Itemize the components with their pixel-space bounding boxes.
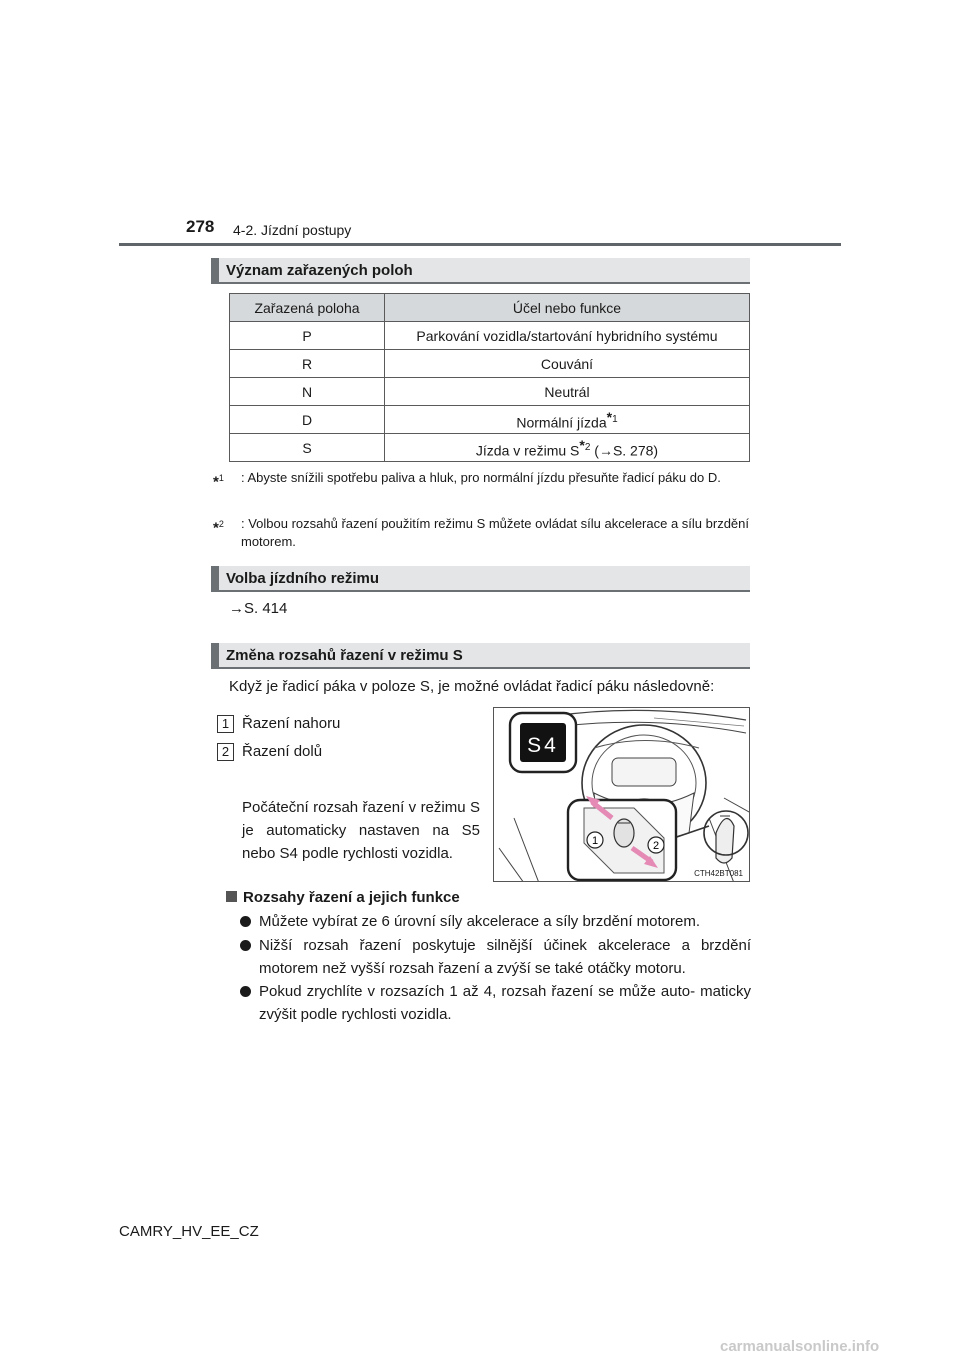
step-item [217,715,340,733]
cell-function [385,434,750,462]
bullet-text: Pokud zrychlíte v rozsazích 1 až 4, rozsah řazení se může auto- maticky zvýšit podle rychlosti vozidla. [259,983,751,1023]
step-item [217,743,322,761]
intro-paragraph: Když je řadicí páka v poloze S, je možné ovládat řadicí páku následovně: [229,678,715,695]
function-text: Normální jízda [516,414,607,431]
footnote-text: : Abyste snížili spotřebu paliva a hluk, pro normální jízdu přesuňte řadicí páku do D. [241,470,721,485]
column-header-position: Zařazená poloha [230,294,385,322]
bullet-dot-icon [240,986,251,997]
page-number: 278 [186,217,215,236]
table-header-row [230,294,750,322]
function-text: Jízda v režimu S [475,442,580,459]
section-heading-mode [211,566,750,592]
cell-position: D [230,406,385,434]
square-bullet-icon [226,891,237,902]
footnote-ref: *2 [579,436,591,453]
cell-function: Neutrál [385,378,750,406]
heading-bar [211,643,219,669]
footnote-text: : Volbou rozsahů řazení použitím režimu S můžete ovládat sílu akcelerace a sílu brzdění motorem. [241,516,749,549]
watermark: carmanualsonline.info [720,1338,880,1355]
shift-paddle-illustration [493,707,750,882]
cell-position: P [230,322,385,350]
step-label: Řazení dolů [242,743,323,760]
cell-position: R [230,350,385,378]
page-reference: (→S. 278) [594,442,659,459]
callout-2: 2 [652,840,660,852]
description-paragraph: Počáteční rozsah řazení v režimu S je automaticky nastaven na S5 nebo S4 podle rychlosti vozidla. [242,799,480,862]
step-number: 1 [217,715,234,733]
cell-function: Couvání [385,350,750,378]
column-header-function: Účel nebo funkce [385,294,750,322]
cell-function [385,406,750,434]
bullet-text: Nižší rozsah řazení poskytuje silnější účinek akcelerace a brzdění motorem než vyšší rozsah řazení a zvýší se také otáčky motoru. [259,937,751,977]
subheading [226,889,460,906]
section-heading-text: Volba jízdního režimu [226,570,380,587]
bullet-dot-icon [240,916,251,927]
chapter-title: 4-2. Jízdní postupy [233,222,352,238]
heading-bar [211,258,219,284]
table-row [230,406,750,434]
section-heading-range [211,643,750,669]
page-reference[interactable]: →S. 414 [229,600,288,617]
subheading-text: Rozsahy řazení a jejich funkce [243,889,460,906]
table-row [230,350,750,378]
illustration-drawing [494,708,750,882]
heading-bar [211,566,219,592]
cell-position: S [230,434,385,462]
section-heading-text: Význam zařazených poloh [226,262,413,279]
footnote-ref: *1 [606,408,618,425]
footnote-mark: *$^2$ [213,519,224,537]
header-divider [119,243,841,246]
cell-position: N [230,378,385,406]
gear-position-table [229,293,750,462]
footnote-mark: *$^1$ [213,473,224,491]
table-row [230,434,750,462]
bullet-dot-icon [240,940,251,951]
step-number: 2 [217,743,234,761]
section-heading-meaning [211,258,750,284]
table-row [230,378,750,406]
section-heading-text: Změna rozsahů řazení v režimu S [226,647,463,664]
cell-function: Parkování vozidla/startování hybridního systému [385,322,750,350]
figure-code: CTH42BT081 [694,869,743,878]
gear-display-text: S4 [527,734,559,757]
bullet-text: Můžete vybírat ze 6 úrovní síly akcelerace a síly brzdění motorem. [259,913,701,930]
document-code: CAMRY_HV_EE_CZ [119,1223,259,1240]
table-row [230,322,750,350]
step-label: Řazení nahoru [242,715,341,732]
callout-1: 1 [591,835,599,847]
